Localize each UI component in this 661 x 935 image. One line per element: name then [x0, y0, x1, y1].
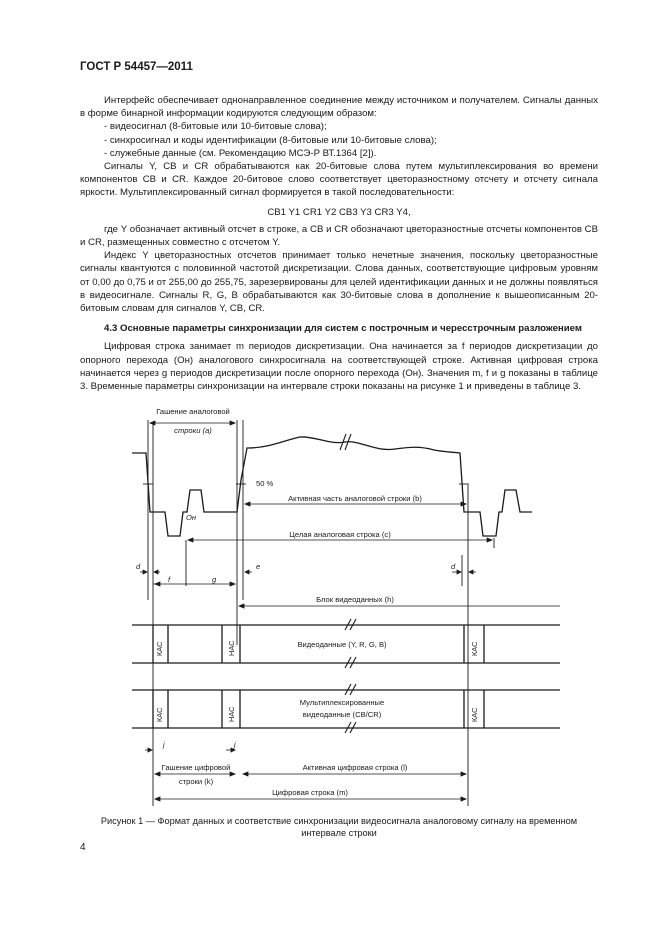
paragraph: Сигналы Y, CB и CR обрабатываются как 20-битовые слова путем мультиплексирования во времени компонентов CB и CR. Каждое 20-битовое слово соответствует цветоразностному отсчету и отсчету сигнала яркости. Мультиплексированный сигнал формируется в такой последовательности: [80, 161, 598, 199]
label-active-digital: Активная цифровая строка (l) [302, 763, 408, 772]
section-heading: 4.3 Основные параметры синхронизации для систем с построчным и чересстрочным разложением [104, 323, 582, 335]
label-active-analog: Активная часть аналоговой строки (b) [288, 494, 422, 503]
label-video-data: Видеоданные (Y, R, G, B) [297, 640, 387, 649]
label-fifty-percent: 50 % [256, 479, 274, 488]
label-d-2: d [451, 562, 456, 571]
label-analog-blanking: Гашение аналоговой [156, 407, 230, 416]
label-g: g [212, 575, 217, 584]
label-oh: Oн [186, 513, 197, 522]
label-analog-blanking-2: строки (a) [174, 426, 212, 435]
label-digital-blanking-2: строки (k) [178, 777, 214, 786]
label-digital-line: Цифровая строка (m) [272, 788, 348, 797]
label-e: e [256, 562, 261, 571]
label-kac-3: КАС [155, 707, 164, 722]
paragraph: Интерфейс обеспечивает однонаправленное соединение между источником и получателем. Сигналы данных в форме бинарной информации кодируются следующим образом: [80, 95, 598, 120]
label-video-block: Блок видеоданных (h) [316, 595, 394, 604]
label-mux-data-2: видеоданные (CB/CR) [302, 710, 382, 719]
label-d: d [136, 562, 141, 571]
list-item: - синхросигнал и коды идентификации (8-битовые или 10-битовые слова); [104, 134, 437, 146]
list-item: - видеосигнал (8-битовые или 10-битовые слова); [104, 121, 327, 133]
formula: CB1 Y1 CR1 Y2 CB3 Y3 CR3 Y4, [267, 206, 411, 218]
dimension-arrows [140, 421, 560, 801]
reference-marks [143, 420, 494, 806]
label-kac-2: КАС [470, 641, 479, 656]
label-j-2: j [234, 740, 236, 749]
paragraph: Индекс Y цветоразностных отсчетов принимает только нечетные значения, поскольку цветоразностные сигналы квантуются с половинной частотой дискретизации. Слова данных, соответствующие цифровым уровням от 0,00 до 0,75 и от 255,00 до 255,75, зарезервированы для целей идентификации данных и не должны появляться в видеосигнале. Сигналы R, G, B обрабатываются как 30-битовые слова в дополнение к вышеописанным 20-битовым словам для сигналов Y, CB, CR. [80, 250, 598, 315]
page-number: 4 [80, 842, 86, 853]
label-full-analog: Целая аналоговая строка (c) [289, 530, 391, 539]
label-nac: НАС [227, 640, 236, 656]
label-nac-2: НАС [227, 706, 236, 722]
label-kac-4: КАС [470, 707, 479, 722]
label-digital-blanking: Гашение цифровой [161, 763, 231, 772]
document-header: ГОСТ Р 54457—2011 [80, 61, 193, 73]
paragraph: Цифровая строка занимает m периодов дискретизации. Она начинается за f периодов дискретизации до опорного перехода (Oн) аналогового синхросигнала на соответствующей строке. Активная цифровая строка начинается через g периодов дискретизации после опорного перехода (Oн). Значения m, f и g показаны в таблице 3. Временные параметры синхронизации на интервале строки показаны на рисунке 1 и приведены в таблице 3. [80, 341, 598, 393]
list-item: - служебные данные (см. Рекомендацию МСЭ-Р ВТ.1364 [2]). [104, 147, 377, 159]
break-marks [340, 434, 356, 733]
label-f: f [168, 575, 171, 584]
label-mux-data: Мультиплексированные [299, 698, 385, 707]
paragraph: где Y обозначает активный отсчет в строке, а CB и CR обозначают цветоразностные отсчеты компонентов CB и CR, размещенных совместно с отсчетом Y. [80, 223, 598, 249]
figure-caption: Рисунок 1 — Формат данных и соответствие синхронизации видеосигнала аналоговому сигналу на временном интервале строки [100, 816, 578, 838]
label-kac: КАС [155, 641, 164, 656]
label-j: j [163, 740, 165, 749]
